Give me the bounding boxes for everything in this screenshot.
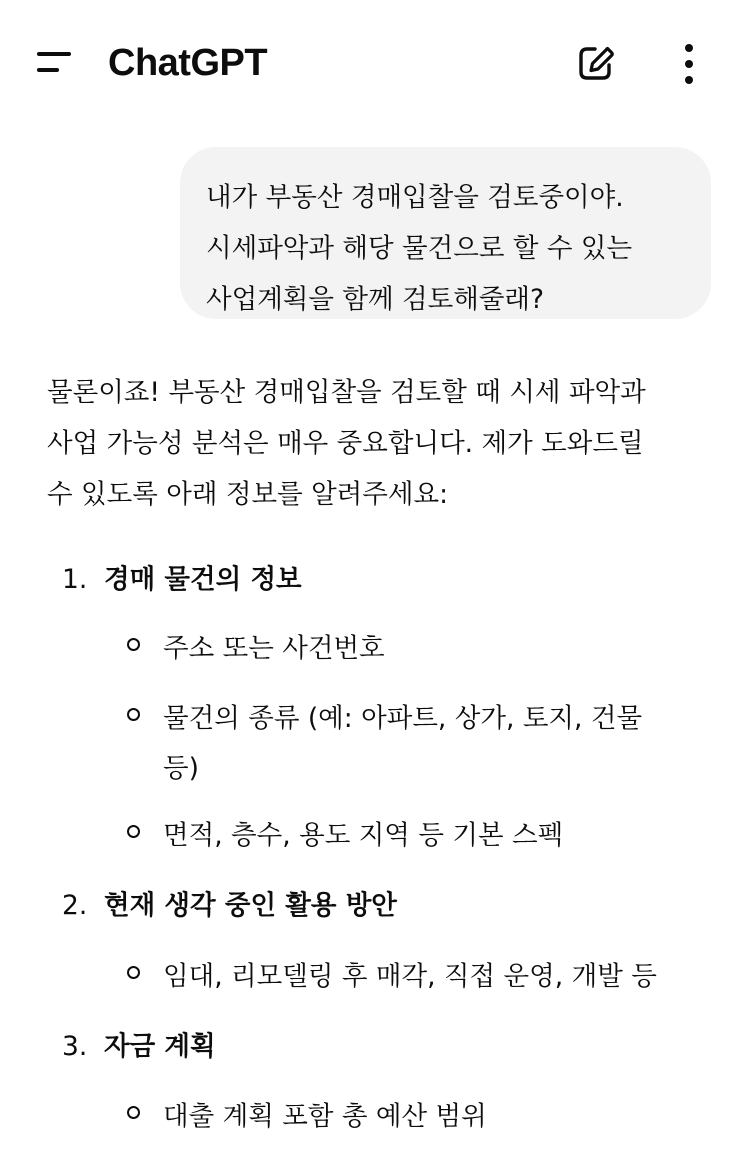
user-message-line: 내가 부동산 경매입찰을 검토중이야.	[206, 182, 624, 213]
list-item-text: 면적, 층수, 용도 지역 등 기본 스펙	[163, 820, 564, 851]
bullet-circle-icon	[127, 638, 140, 651]
more-dot	[685, 60, 693, 68]
menu-icon-line	[37, 52, 71, 56]
user-message-line: 시세파악과 해당 물건으로 할 수 있는	[206, 233, 633, 264]
section-heading-1	[62, 560, 302, 600]
bullet-circle-icon	[127, 966, 140, 979]
assistant-intro-line: 물론이죠! 부동산 경매입찰을 검토할 때 시세 파악과	[47, 377, 646, 408]
section-title: 현재 생각 중인 활용 방안	[104, 890, 397, 921]
app-header	[0, 0, 743, 124]
more-dot	[685, 44, 693, 52]
user-message-line: 사업계획을 함께 검토해줄래?	[206, 284, 545, 315]
bullet-circle-icon	[127, 708, 140, 721]
section-number: 2.	[62, 890, 88, 921]
list-item-text: 임대, 리모델링 후 매각, 직접 운영, 개발 등	[163, 961, 657, 992]
section-title: 경매 물건의 정보	[104, 564, 302, 595]
assistant-intro-line: 수 있도록 아래 정보를 알려주세요:	[47, 479, 449, 510]
bullet-circle-icon	[127, 825, 140, 838]
list-item-text: 대출 계획 포함 총 예산 범위	[163, 1101, 487, 1132]
list-item-text: 물건의 종류 (예: 아파트, 상가, 토지, 건물	[163, 703, 643, 734]
list-item-text: 주소 또는 사건번호	[163, 633, 385, 664]
section-number: 1.	[62, 564, 88, 595]
menu-icon-line	[37, 68, 59, 72]
more-options-icon[interactable]	[665, 40, 713, 88]
list-item-text-continued: 등)	[163, 753, 199, 784]
pencil-square-icon	[572, 40, 620, 88]
more-dot	[685, 76, 693, 84]
menu-icon[interactable]	[30, 42, 78, 82]
section-heading-3	[62, 1027, 216, 1067]
bullet-circle-icon	[127, 1106, 140, 1119]
assistant-intro-line: 사업 가능성 분석은 매우 중요합니다. 제가 도와드릴	[47, 428, 644, 459]
new-chat-pencil-icon[interactable]	[572, 40, 620, 88]
section-heading-2	[62, 886, 397, 926]
section-number: 3.	[62, 1031, 88, 1062]
section-title: 자금 계획	[104, 1031, 216, 1062]
app-title: ChatGPT	[108, 42, 268, 84]
user-message-bubble[interactable]	[180, 147, 711, 319]
assistant-message-intro	[47, 367, 707, 520]
